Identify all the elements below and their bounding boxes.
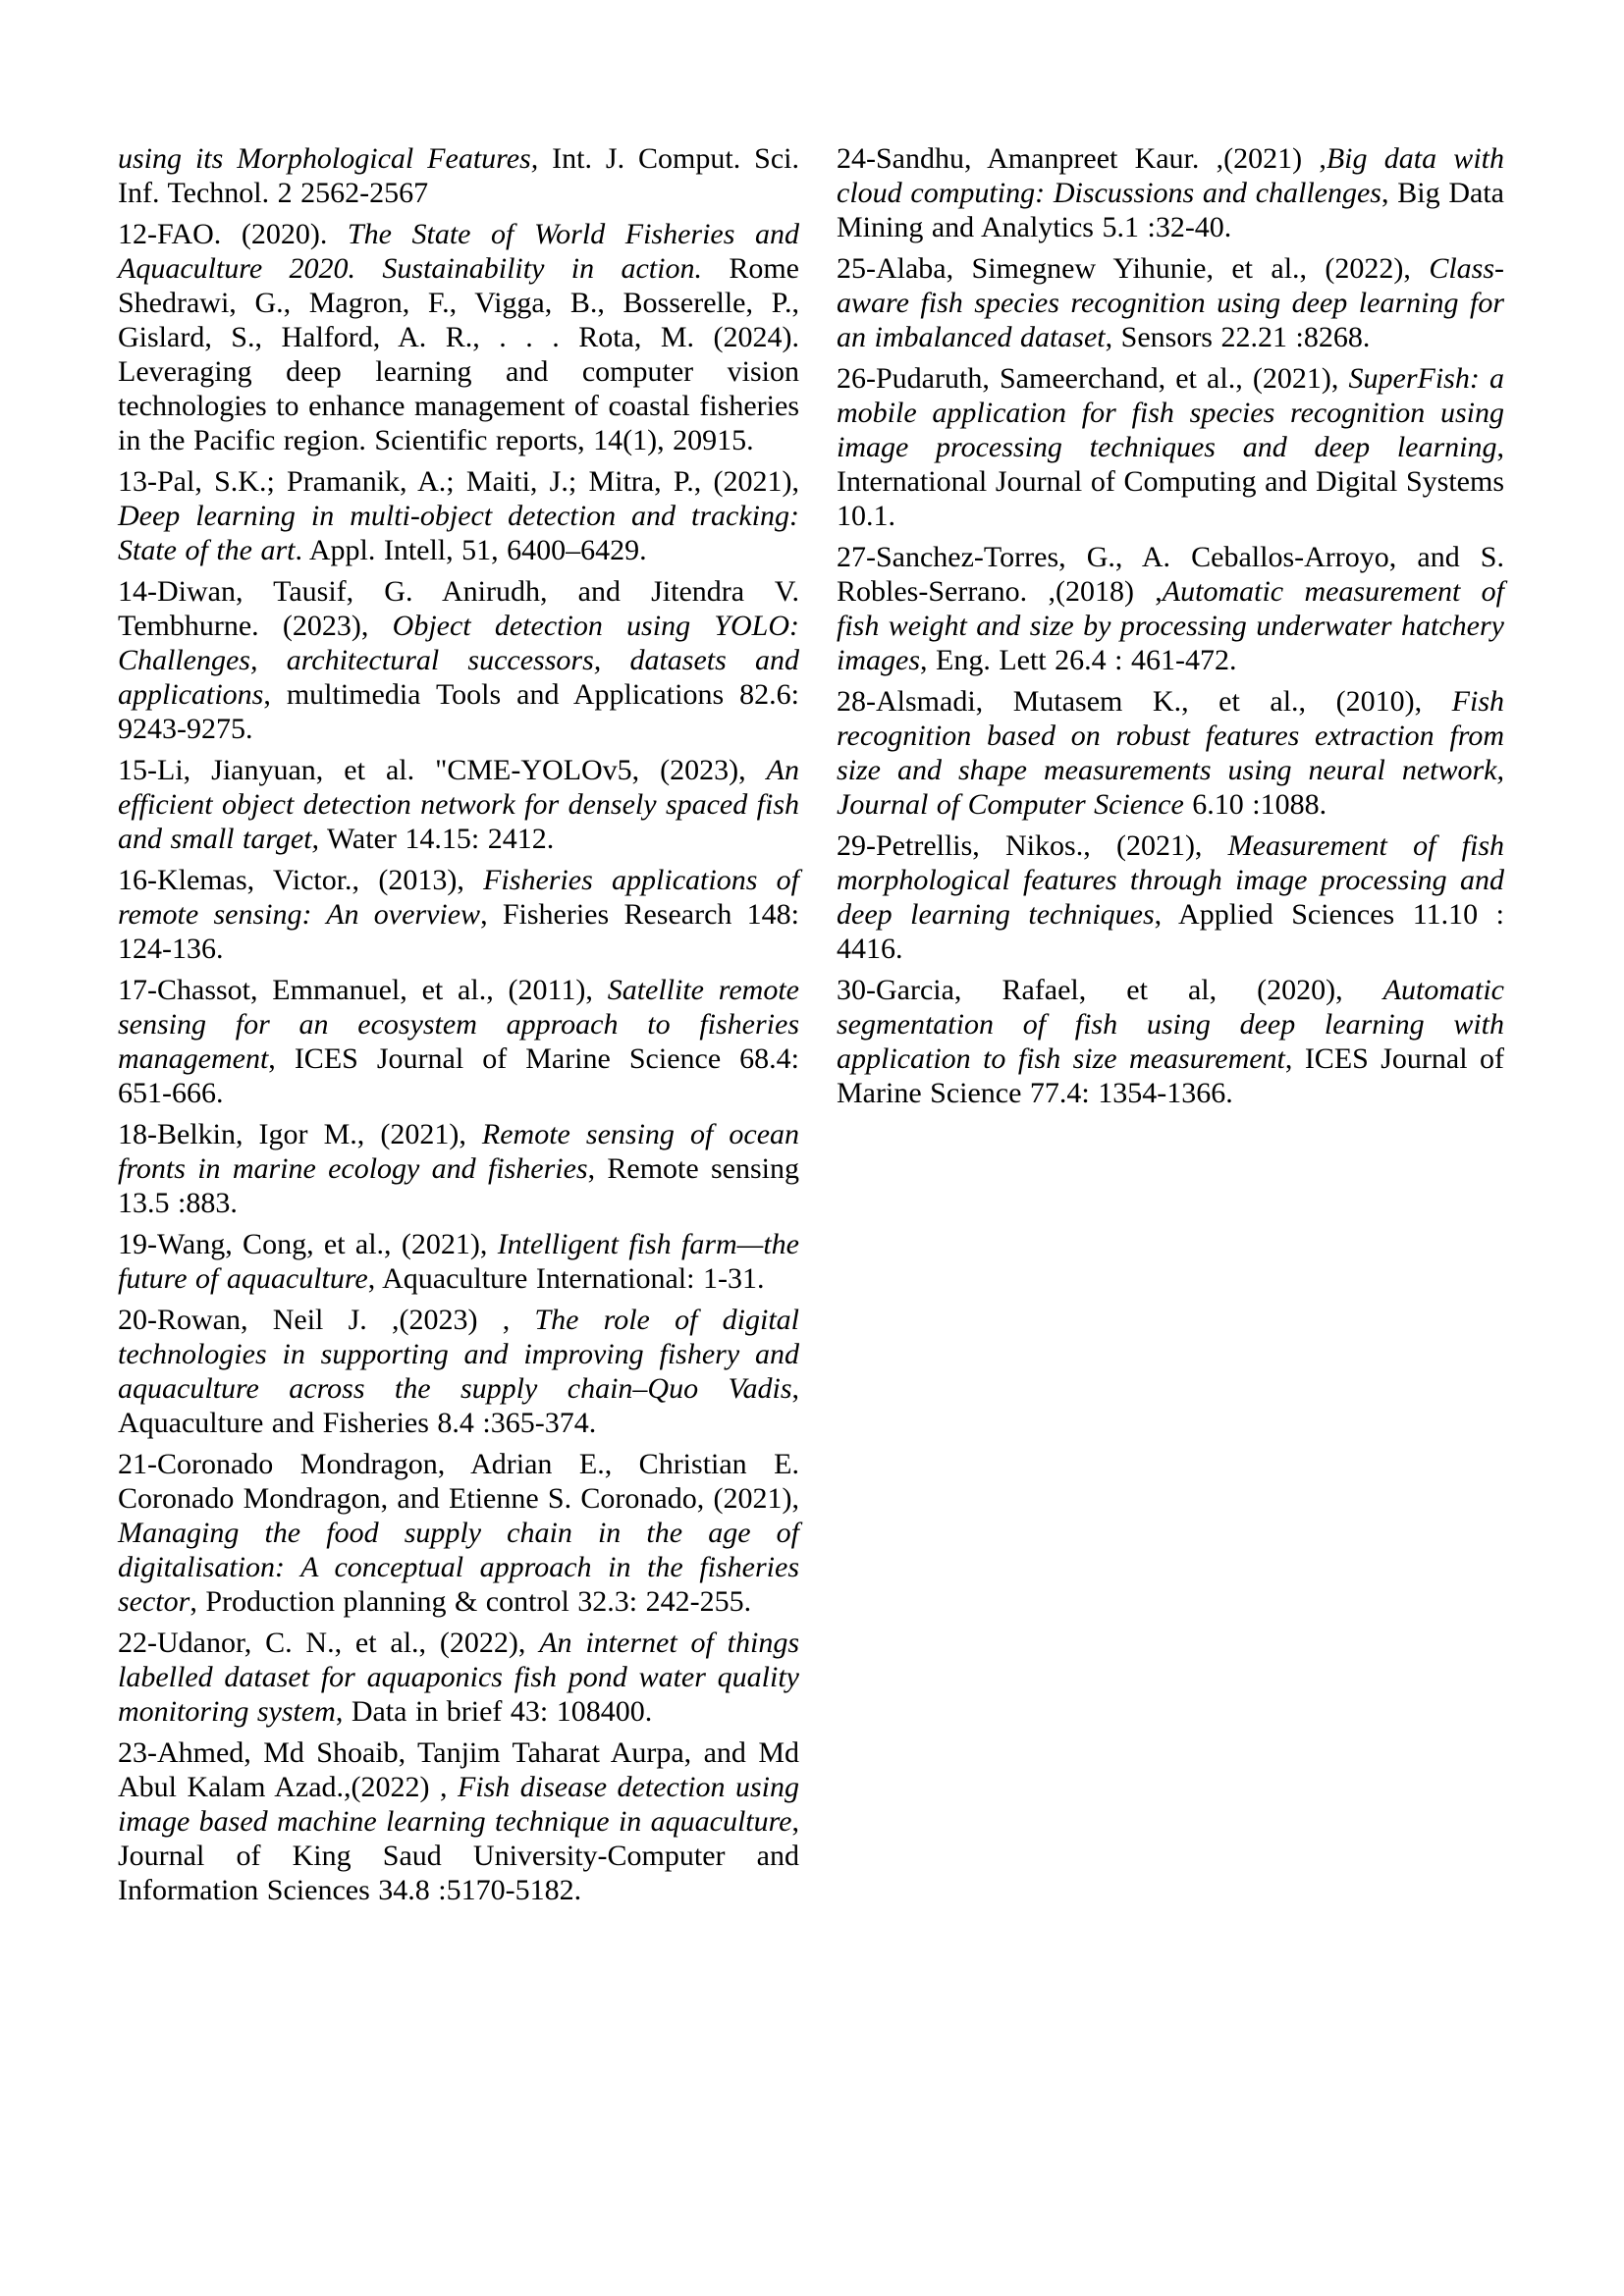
reference-text-segment: Int. J. Comput. Sci. Inf. Technol. 2 2562-2567 [118, 142, 799, 209]
reference-entry [837, 141, 1504, 244]
reference-text-segment: , Data in brief 43: 108400. [335, 1695, 653, 1728]
reference-text-segment: , Journal of King Saud University-Computer and Information Sciences 34.8 :5170-5182. [118, 1805, 799, 1906]
reference-entry [118, 217, 799, 457]
reference-title-segment: Fish disease detection using image based machine learning technique in aquaculture [118, 1771, 799, 1838]
reference-entry [118, 753, 799, 856]
reference-text-segment: 26-Pudaruth, Sameerchand, et al., (2021), [837, 362, 1349, 395]
reference-title-segment: Intelligent fish farm—the future of aquaculture [118, 1228, 799, 1295]
reference-text-segment: Water 14.15: 2412. [319, 823, 555, 855]
reference-text-segment: 21-Coronado Mondragon, Adrian E., Christian E. Coronado Mondragon, and Etienne S. Coronado, (2021), [118, 1448, 799, 1515]
reference-title-segment: Satellite remote sensing for an ecosystem approach to fisheries management [118, 974, 799, 1075]
reference-title-segment: Remote sensing of ocean fronts in marine ecology and fisheries [118, 1118, 800, 1185]
reference-text-segment: , Production planning & control 32.3: 242-255. [189, 1585, 752, 1618]
reference-title-segment: Managing the food supply chain in the age of digitalisation: A conceptual approach in the fisheries sector [118, 1517, 799, 1618]
reference-title-segment: The role of digital technologies in supporting and improving fishery and aquaculture across the supply chain–Quo Vadis [118, 1304, 799, 1405]
reference-text-segment: 25-Alaba, Simegnew Yihunie, et al., (2022), [837, 252, 1430, 285]
reference-title-segment: using its Morphological Features, [118, 142, 539, 175]
reference-entry [118, 141, 799, 210]
reference-entry [118, 1303, 799, 1440]
reference-text-segment: 19-Wang, Cong, et al., (2021), [118, 1228, 498, 1260]
reference-entry [118, 574, 799, 746]
reference-text-segment: 12-FAO. (2020). [118, 218, 348, 250]
reference-text-segment: 6.10 :1088. [1183, 788, 1327, 821]
reference-text-segment: , Fisheries Research 148: 124-136. [118, 898, 799, 965]
reference-text-segment: 27-Sanchez-Torres, G., A. Ceballos-Arroyo, and S. Robles-Serrano. ,(2018) , [837, 541, 1504, 608]
reference-text-segment: , Big Data Mining and Analytics 5.1 :32-40. [837, 177, 1504, 243]
reference-text-segment: 20-Rowan, Neil J. ,(2023) , [118, 1304, 535, 1336]
reference-title-segment: The State of World Fisheries and Aquaculture 2020. Sustainability in action. [118, 218, 799, 285]
reference-entry [837, 540, 1504, 677]
reference-text-segment: 30-Garcia, Rafael, et al, (2020), [837, 974, 1383, 1006]
reference-text-segment: 16-Klemas, Victor., (2013), [118, 864, 484, 896]
reference-entry [118, 464, 799, 567]
reference-entry [118, 1117, 799, 1220]
reference-text-segment: , Aquaculture International: 1-31. [367, 1262, 765, 1295]
reference-title-segment: Big data with cloud computing: Discussions and challenges [837, 142, 1504, 209]
references-column-left [118, 141, 799, 1914]
reference-text-segment: Rome Shedrawi, G., Magron, F., Vigga, B., Bosserelle, P., Gislard, S., Halford, A. R., . . . Rota, M. (2024). Leveraging deep learning and computer vision technologies to enhance management of coastal fisheries in the Pacific region. Scientific reports, 14(1), 20915. [118, 252, 799, 456]
reference-text-segment: 18-Belkin, Igor M., (2021), [118, 1118, 482, 1150]
reference-text-segment: 29-Petrellis, Nikos., (2021), [837, 829, 1228, 862]
reference-entry [118, 1735, 799, 1907]
reference-text-segment: . Appl. Intell, 51, 6400–6429. [295, 534, 647, 566]
reference-text-segment: , Aquaculture and Fisheries 8.4 :365-374. [118, 1372, 799, 1439]
reference-title-segment: Journal of Computer Science [837, 788, 1184, 821]
reference-text-segment: , Applied Sciences 11.10 : 4416. [837, 898, 1504, 965]
reference-entry [837, 251, 1504, 354]
reference-title-segment: Object detection using YOLO: Challenges, architectural successors, datasets and applications [118, 610, 799, 711]
reference-title-segment: Fisheries applications of remote sensing: An overview [118, 864, 799, 931]
reference-text-segment: 28-Alsmadi, Mutasem K., et al., (2010), [837, 685, 1452, 718]
reference-text-segment: 13-Pal, S.K.; Pramanik, A.; Maiti, J.; Mitra, P., (2021), [118, 465, 799, 498]
reference-entry [118, 1626, 799, 1729]
references-column-right [837, 141, 1504, 1117]
reference-text-segment: , ICES Journal of Marine Science 77.4: 1354-1366. [837, 1042, 1504, 1109]
reference-text-segment: 14-Diwan, Tausif, G. Anirudh, and Jitendra V. Tembhurne. (2023), [118, 575, 799, 642]
reference-text-segment: , multimedia Tools and Applications 82.6: 9243-9275. [118, 678, 799, 745]
reference-title-segment: Fish recognition based on robust features extraction from size and shape measurements using neural network, [837, 685, 1504, 786]
reference-text-segment: , Sensors 22.21 :8268. [1105, 321, 1371, 353]
reference-entry [118, 863, 799, 966]
reference-title-segment: Measurement of fish morphological features through image processing and deep learning techniques [837, 829, 1504, 931]
reference-text-segment: , ICES Journal of Marine Science 68.4: 651-666. [118, 1042, 799, 1109]
reference-title-segment: Automatic segmentation of fish using deep learning with application to fish size measurement [837, 974, 1504, 1075]
reference-entry [118, 973, 799, 1110]
reference-title-segment: Deep learning in multi-object detection and tracking: State of the art [118, 500, 799, 566]
reference-entry [118, 1447, 799, 1619]
reference-title-segment: SuperFish: a mobile application for fish species recognition using image processing techniques and deep learning [837, 362, 1504, 463]
reference-entry [118, 1227, 799, 1296]
reference-title-segment: Class-aware fish species recognition using deep learning for an imbalanced dataset [837, 252, 1504, 353]
reference-entry [837, 828, 1504, 966]
reference-title-segment: An internet of things labelled dataset for aquaponics fish pond water quality monitoring system [118, 1627, 799, 1728]
reference-title-segment: An efficient object detection network for densely spaced fish and small target, [118, 754, 799, 855]
reference-entry [837, 684, 1504, 822]
reference-text-segment: 22-Udanor, C. N., et al., (2022), [118, 1627, 540, 1659]
reference-entry [837, 361, 1504, 533]
reference-text-segment: 24-Sandhu, Amanpreet Kaur. ,(2021) , [837, 142, 1326, 175]
reference-text-segment: 23-Ahmed, Md Shoaib, Tanjim Taharat Aurpa, and Md Abul Kalam Azad.,(2022) , [118, 1736, 799, 1803]
reference-text-segment: , Remote sensing 13.5 :883. [118, 1152, 799, 1219]
reference-text-segment: , International Journal of Computing and Digital Systems 10.1. [837, 431, 1504, 532]
reference-text-segment: , Eng. Lett 26.4 : 461-472. [920, 644, 1237, 676]
reference-entry [837, 973, 1504, 1110]
reference-text-segment: 15-Li, Jianyuan, et al. "CME-YOLOv5, (2023), [118, 754, 767, 786]
reference-text-segment: 17-Chassot, Emmanuel, et al., (2011), [118, 974, 608, 1006]
reference-title-segment: Automatic measurement of fish weight and size by processing underwater hatchery images [837, 575, 1504, 676]
